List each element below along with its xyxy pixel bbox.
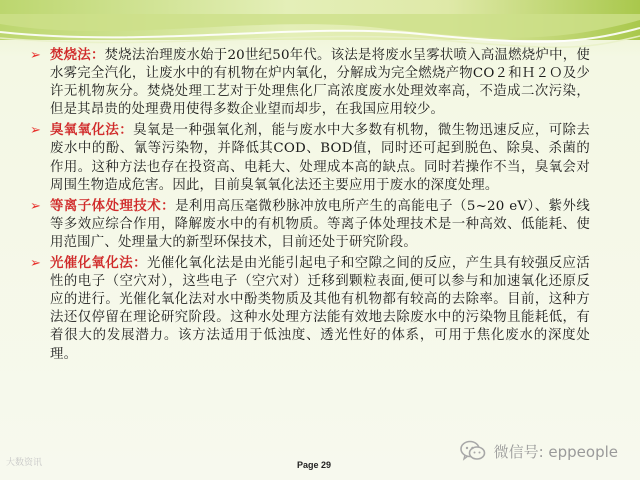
- item-paragraph: [50, 121, 590, 194]
- item-term: 焚烧法：: [50, 47, 105, 63]
- list-item: [30, 197, 590, 252]
- item-term: 臭氧氧化法：: [50, 122, 134, 139]
- arrow-bullet-icon: ➢: [30, 48, 41, 63]
- item-text: 臭氧是一种强氧化剂，能与废水中大多数有机物，微生物迅速反应，可除去废水中的酚、氰等污染物，并降低其COD、BOD值，同时还可起到脱色、除臭、杀菌的作用。这种方法也存在投资高、电耗大、处理成本高的缺点。同时若操作不当，臭氧会对周围生物造成危害。因此，目前臭氧氧化法还主要应用于废水的深度处理。: [50, 123, 590, 193]
- item-text: 焚烧法治理废水始于20世纪50年代。该法是将废水呈雾状喷入高温燃烧炉中，使水雾完全汽化，让废水中的有机物在炉内氧化，分解成为完全燃烧产物CO２和Ｈ２Ｏ及少许无机物灰分。焚烧处理工艺对于处理焦化厂高浓度废水处理效率高，不造成二次污染，但是其昂贵的处理费用使得多数企业望而却步，在我国应用较少。: [50, 48, 590, 118]
- item-term: 光催化氧化法：: [50, 255, 147, 272]
- item-text: 光催化氧化法是由光能引起电子和空隙之间的反应，产生具有较强反应活性的电子（空穴对），这些电子（空穴对）迁移到颗粒表面,便可以参与和加速氧化还原反应的进行。光催化氧化法对水中酚类物质及其他有机物都有较高的去除率。目前，这种方法还仅停留在理论研究阶段。这种水处理方法能有效地去除废水中的污染物且能耗低，有着很大的发展潜力。该方法适用于低浊度、透光性好的体系，可用于焦化废水的深度处理。: [50, 256, 590, 362]
- page-number: Page 29: [297, 460, 332, 470]
- arrow-bullet-icon: ➢: [30, 256, 41, 272]
- wechat-logo-icon: [460, 440, 486, 462]
- watermark-left: 大数资讯: [6, 458, 43, 468]
- list-item: [30, 254, 590, 364]
- item-paragraph: [50, 254, 590, 364]
- list-item: [30, 46, 590, 119]
- wechat-id-text: 微信号: eppeople: [493, 442, 618, 461]
- item-text: 是利用高压毫微秒脉冲放电所产生的高能电子（5~20 eV）、紫外线等多效应综合作用，降解废水中的有机物质。等离子体处理技术是一种高效、低能耗、使用范围广、处理量大的新型环保技术，目前还处于研究阶段。: [50, 198, 590, 250]
- item-term: 等离子体处理技术：: [50, 197, 176, 214]
- list-item: [30, 121, 590, 194]
- content-list: [30, 46, 590, 366]
- item-paragraph: [50, 46, 590, 119]
- arrow-bullet-icon: ➢: [30, 123, 41, 139]
- wechat-watermark: [460, 440, 618, 462]
- arrow-bullet-icon: ➢: [30, 198, 41, 214]
- item-paragraph: [50, 197, 590, 252]
